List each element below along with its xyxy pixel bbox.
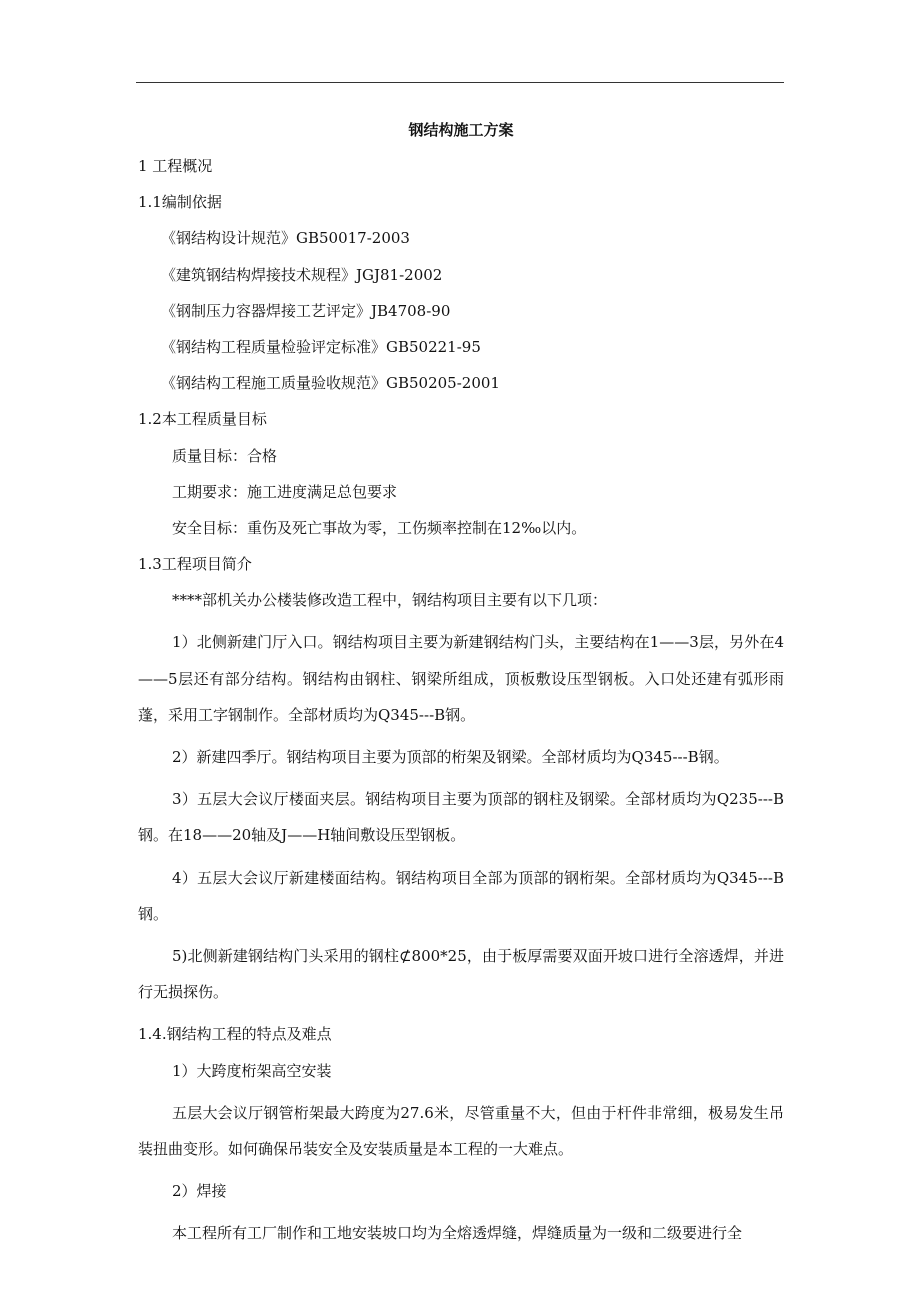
section-heading-1-4: 1.4.钢结构工程的特点及难点 xyxy=(138,1025,332,1044)
section-heading-1-1: 1.1编制依据 xyxy=(138,193,222,212)
project-item: 1）北侧新建门厅入口。钢结构项目主要为新建钢结构门头，主要结构在1——3层，另外在4——5层还有部分结构。钢结构由钢柱、钢梁所组成，顶板敷设压型钢板。入口处还建有弧形雨蓬，采用工字钢制作。全部材质均为Q345---B钢。 xyxy=(138,633,784,724)
goal-item: 质量目标：合格 xyxy=(172,446,278,465)
header-rule xyxy=(136,82,784,83)
reference-item: 《钢制压力容器焊接工艺评定》JB4708-90 xyxy=(161,301,451,320)
reference-item: 《钢结构设计规范》GB50017-2003 xyxy=(161,229,410,248)
difficulty-text: 本工程所有工厂制作和工地安装坡口均为全熔透焊缝，焊缝质量为一级和二级要进行全 xyxy=(172,1224,743,1243)
reference-item: 《钢结构工程施工质量验收规范》GB50205-2001 xyxy=(161,374,500,393)
goal-item: 安全目标：重伤及死亡事故为零，工伤频率控制在12‰以内。 xyxy=(172,518,587,537)
section-heading-1-2: 1.2本工程质量目标 xyxy=(138,410,267,429)
intro-paragraph: ****部机关办公楼装修改造工程中，钢结构项目主要有以下几项： xyxy=(172,591,608,610)
project-item: 5)北侧新建钢结构门头采用的钢柱⊄800*25，由于板厚需要双面开坡口进行全溶透焊，并进行无损探伤。 xyxy=(138,947,784,1002)
difficulty-title: 1）大跨度桁架高空安装 xyxy=(172,1061,332,1080)
document-body xyxy=(138,118,784,1264)
project-item: 3）五层大会议厅楼面夹层。钢结构项目主要为顶部的钢柱及钢梁。全部材质均为Q235---B钢。在18——20轴及J——H轴间敷设压型钢板。 xyxy=(138,790,784,845)
difficulty-text: 五层大会议厅钢管桁架最大跨度为27.6米，尽管重量不大，但由于杆件非常细，极易发生吊装扭曲变形。如何确保吊装安全及安装质量是本工程的一大难点。 xyxy=(138,1103,784,1159)
document-title: 钢结构施工方案 xyxy=(408,121,514,139)
goal-item: 工期要求：施工进度满足总包要求 xyxy=(172,482,398,501)
section-heading-1: 1 工程概况 xyxy=(138,157,213,175)
difficulty-title: 2）焊接 xyxy=(172,1182,227,1201)
reference-item: 《钢结构工程质量检验评定标准》GB50221-95 xyxy=(161,337,481,356)
section-heading-1-3: 1.3工程项目简介 xyxy=(138,555,252,574)
project-item: 2）新建四季厅。钢结构项目主要为顶部的桁架及钢梁。全部材质均为Q345---B钢。 xyxy=(172,748,729,767)
reference-item: 《建筑钢结构焊接技术规程》JGJ81-2002 xyxy=(161,265,443,284)
project-item: 4）五层大会议厅新建楼面结构。钢结构项目全部为顶部的钢桁架。全部材质均为Q345---B钢。 xyxy=(138,868,784,923)
